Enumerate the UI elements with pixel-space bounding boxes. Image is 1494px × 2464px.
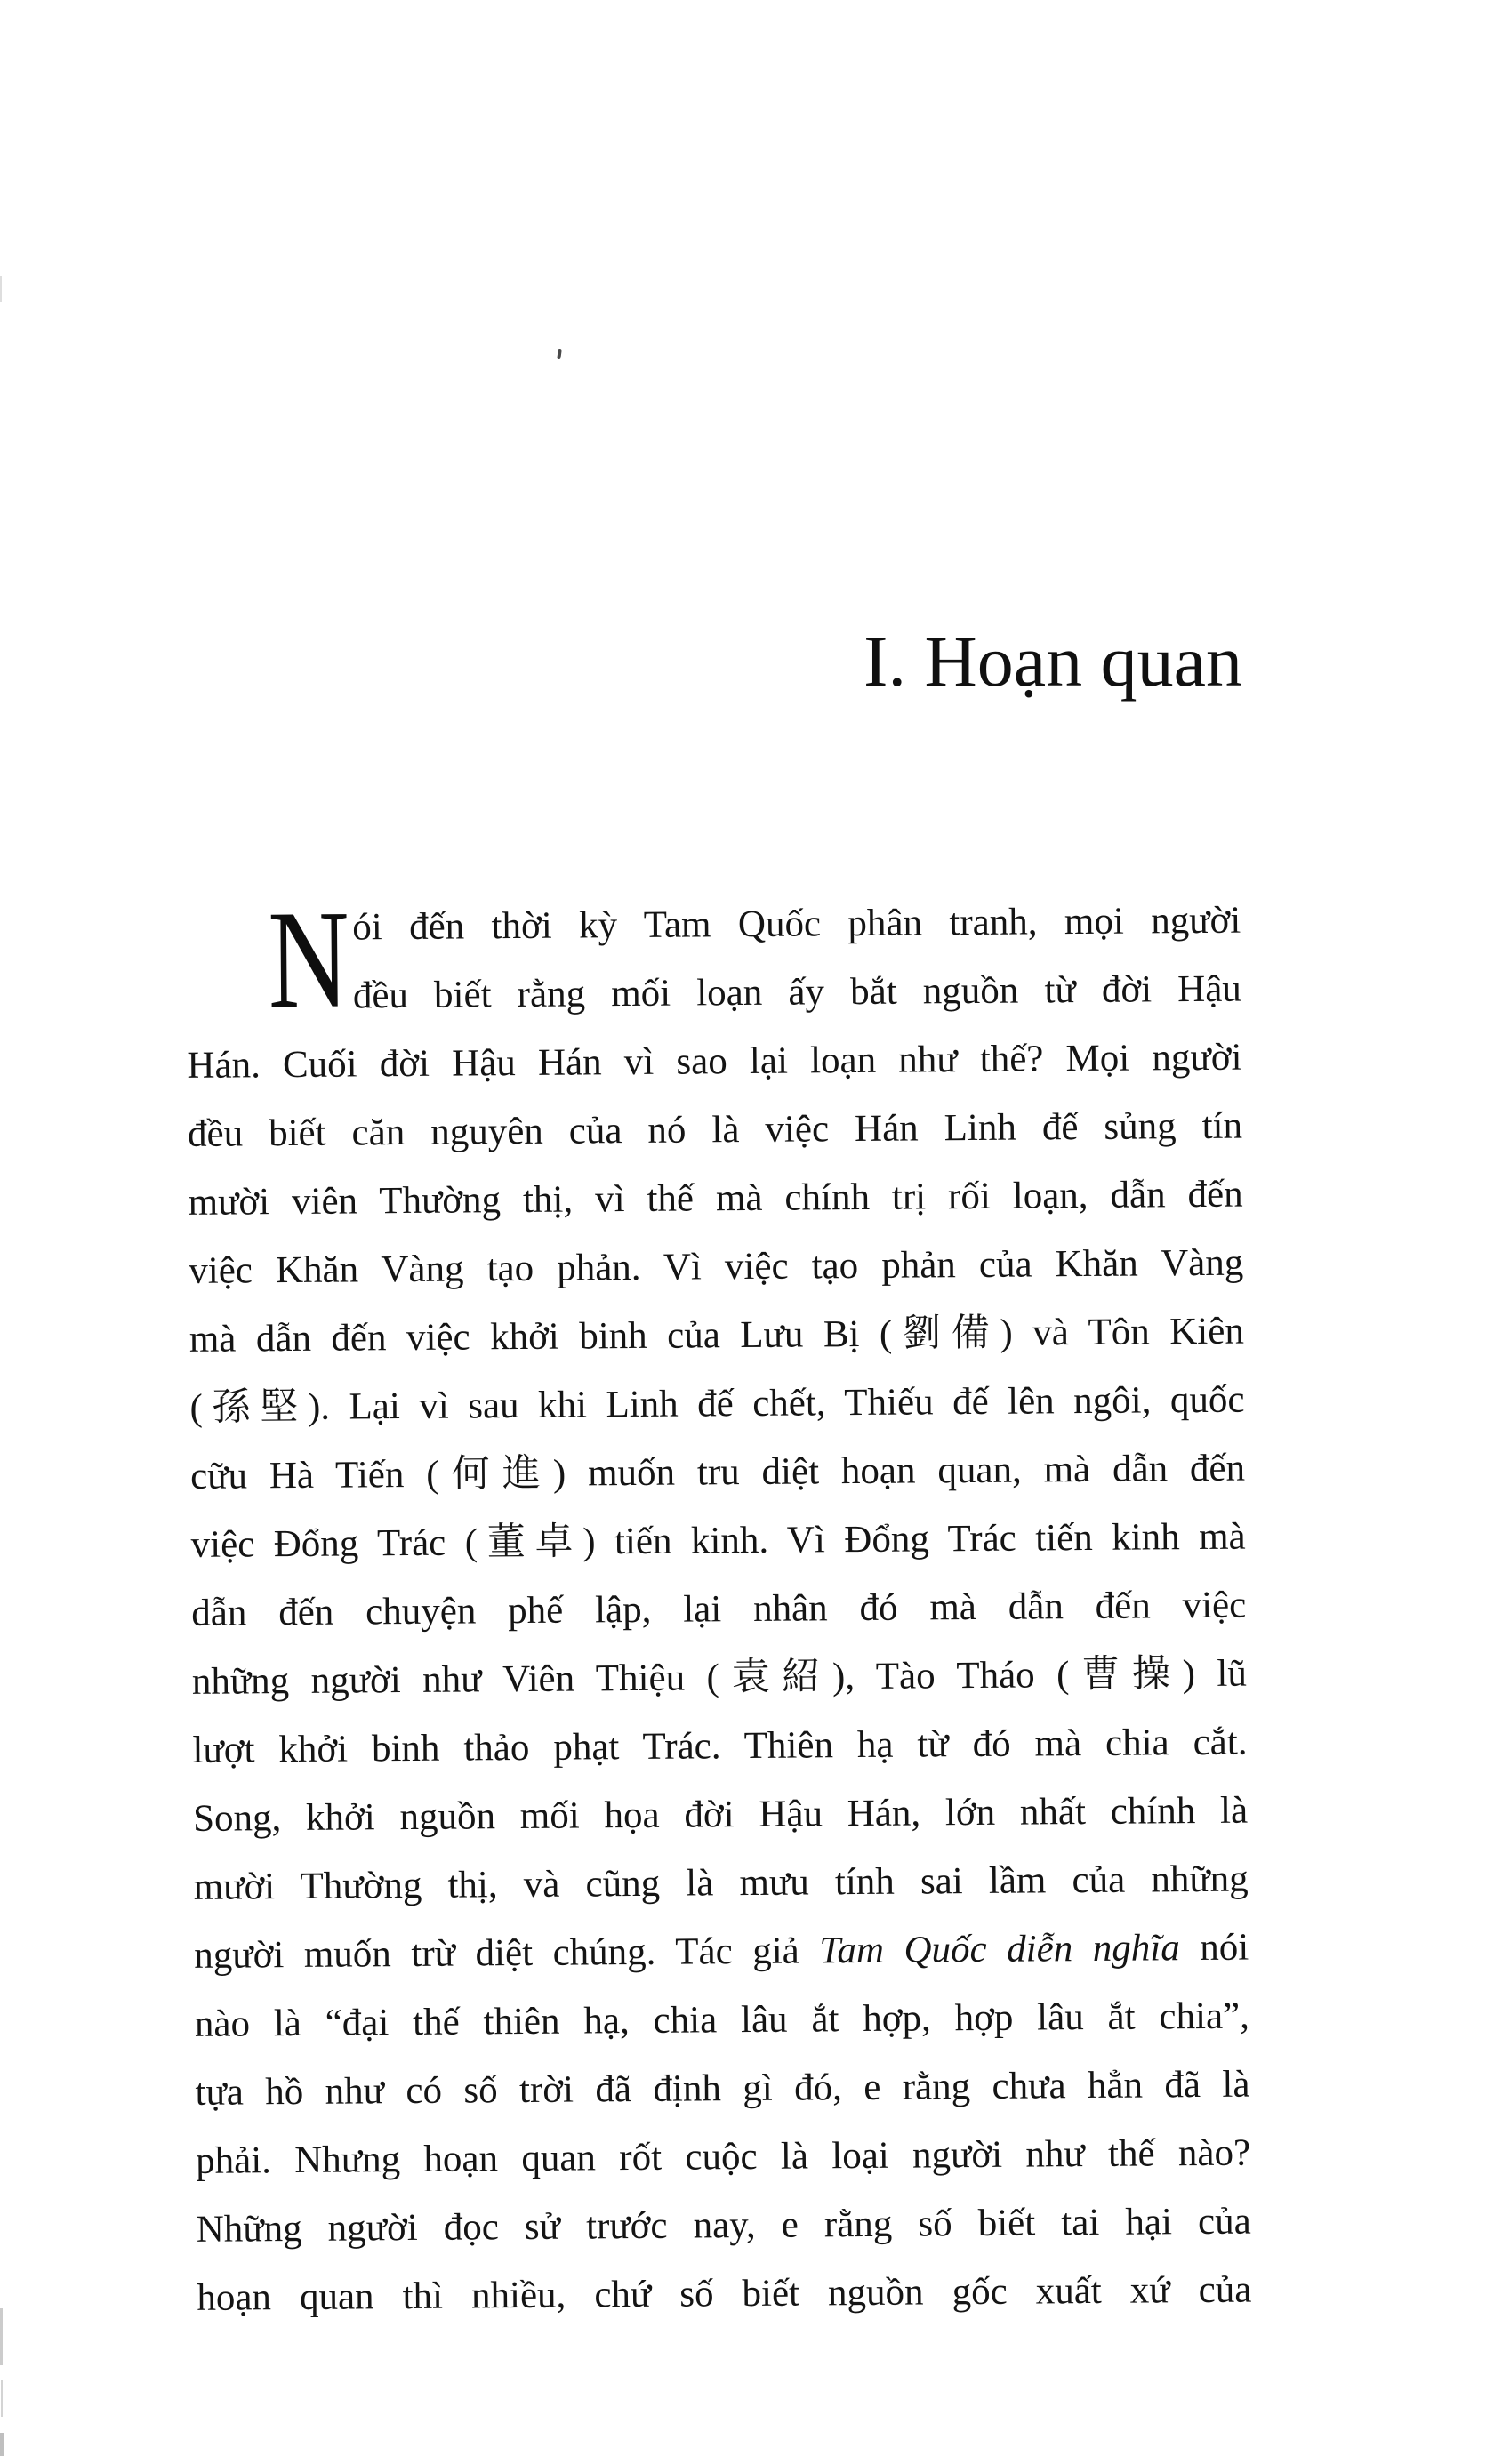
text-line bbox=[186, 887, 1241, 963]
text-line bbox=[189, 1366, 1245, 1442]
text-segment: nào là “đại thế thiên hạ, chia lâu ắt hợp, hợp lâu ắt chia”, bbox=[194, 1994, 1250, 2045]
text-segment: việc Khăn Vàng tạo phản. Vì việc tạo phản của Khăn Vàng bbox=[189, 1241, 1244, 1292]
text-segment: mười Thường thị, và cũng là mưu tính sai lầm của những bbox=[193, 1858, 1249, 1908]
text-segment: dẫn đến chuyện phế lập, lại nhân đó mà dẫn đến việc bbox=[191, 1584, 1247, 1634]
text-segment: đều biết rằng mối loạn ấy bắt nguồn từ đời Hậu bbox=[352, 967, 1241, 1017]
body-paragraph bbox=[186, 881, 1252, 2332]
text-segment: nói bbox=[1179, 1926, 1249, 1970]
text-line bbox=[187, 1023, 1242, 1100]
text-line bbox=[190, 1434, 1246, 1511]
scan-edge-artifact bbox=[0, 2308, 3, 2365]
text-line bbox=[192, 1708, 1248, 1785]
text-line bbox=[192, 1640, 1248, 1716]
text-segment: mười viên Thường thị, vì thế mà chính trị rối loạn, dẫn đến bbox=[188, 1173, 1243, 1224]
text-line bbox=[189, 1297, 1245, 1374]
text-line bbox=[187, 955, 1242, 1031]
text-line bbox=[195, 2051, 1250, 2127]
text-line bbox=[196, 2187, 1251, 2264]
text-segment: việc Đổng Trác (董卓) tiến kinh. Vì Đổng Trác tiến kinh mà bbox=[190, 1515, 1246, 1566]
text-line bbox=[188, 1160, 1243, 1237]
text-line bbox=[189, 1229, 1244, 1305]
text-segment: mà dẫn đến việc khởi binh của Lưu Bị (劉備) và Tôn Kiên bbox=[189, 1310, 1245, 1360]
text-segment: phải. Nhưng hoạn quan rốt cuộc là loại người như thế nào? bbox=[195, 2131, 1251, 2182]
text-segment: cữu Hà Tiến (何進) muốn tru diệt hoạn quan, mà dẫn đến bbox=[189, 1447, 1246, 1497]
text-line bbox=[193, 1845, 1249, 1922]
text-line bbox=[193, 1777, 1249, 1853]
drop-cap-letter: N bbox=[267, 881, 350, 1039]
text-segment: đều biết căn nguyên của nó là việc Hán Linh đế sủng tín bbox=[187, 1104, 1243, 1155]
chapter-title: I. Hoạn quan bbox=[863, 620, 1242, 702]
text-segment: tựa hồ như có số trời đã định gì đó, e rằng chưa hẳn đã là bbox=[195, 2063, 1250, 2114]
text-segment: ói đến thời kỳ Tam Quốc phân tranh, mọi người bbox=[352, 899, 1241, 949]
text-line bbox=[190, 1503, 1246, 1579]
book-title-italic: Tam Quốc diễn nghĩa bbox=[819, 1927, 1180, 1972]
text-segment: hoạn quan thì nhiều, chứ số biết nguồn gốc xuất xứ của bbox=[197, 2268, 1252, 2319]
text-segment: Song, khởi nguồn mối họa đời Hậu Hán, lớn nhất chính là bbox=[192, 1789, 1249, 1840]
text-segment: người muốn trừ diệt chúng. Tác giả bbox=[194, 1930, 820, 1977]
text-line bbox=[191, 1571, 1247, 1648]
text-segment: Hán. Cuối đời Hậu Hán vì sao lại loạn như thế? Mọi người bbox=[187, 1036, 1242, 1087]
text-line bbox=[188, 1092, 1243, 1168]
scan-edge-artifact bbox=[0, 2433, 4, 2456]
text-segment: những người như Viên Thiệu (袁紹), Tào Tháo (曹操) lũ bbox=[191, 1652, 1248, 1703]
text-segment: lượt khởi binh thảo phạt Trác. Thiên hạ từ đó mà chia cắt. bbox=[192, 1721, 1248, 1771]
text-segment: (孫堅). Lại vì sau khi Linh đế chết, Thiếu đế lên ngôi, quốc bbox=[189, 1378, 1245, 1429]
scan-edge-artifact bbox=[1, 2380, 3, 2417]
text-segment: Những người đọc sử trước nay, e rằng số biết tai hại của bbox=[196, 2200, 1251, 2251]
text-line bbox=[194, 1914, 1249, 1990]
text-line bbox=[197, 2256, 1252, 2332]
scan-edge-artifact bbox=[0, 276, 2, 302]
text-line bbox=[196, 2119, 1251, 2195]
text-line bbox=[195, 1982, 1250, 2059]
